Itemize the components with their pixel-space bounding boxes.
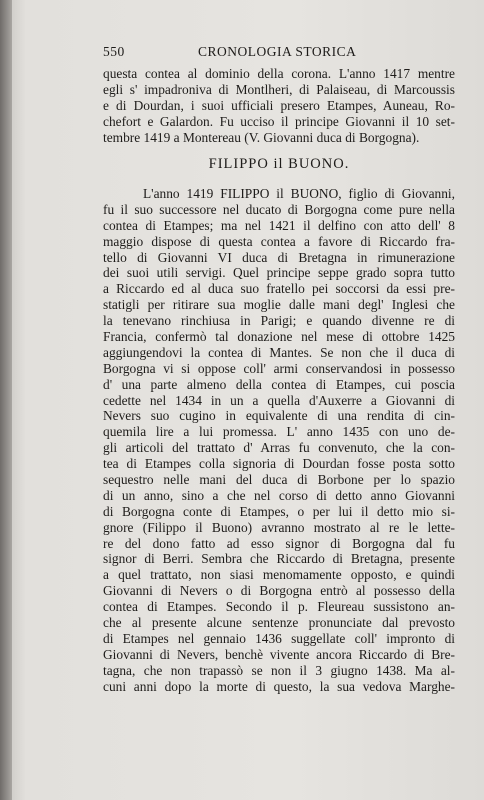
text-line: Borgogna vi si oppose coll' armi conservandosi in possesso: [103, 360, 455, 376]
text-line: statigli per ritirare sua moglie dalle mani degl' Inglesi che: [103, 297, 455, 313]
text-line: fu il suo successore nel ducato di Borgogna come pure nella: [103, 201, 455, 217]
page-number: 550: [103, 44, 125, 59]
text-line: Nevers suo cugino in equivalente di una rendita di cin-: [103, 408, 455, 424]
text-line: aggiungendovi la contea di Mantes. Se non che il duca di: [103, 344, 455, 360]
text-line: Francia, confermò tal donazione nel mese di ottobre 1425: [103, 329, 455, 345]
body-paragraph: [103, 186, 455, 695]
text-line: che al presente alcune sentenze pronunciate dal prevosto: [103, 615, 455, 631]
text-line: signor di Berri. Sembra che Riccardo di Bretagna, presente: [103, 551, 455, 567]
text-line: e di Dourdan, i suoi ufficiali presero Etampes, Auneau, Ro-: [103, 97, 455, 113]
text-line: gli articoli del trattato d' Arras fu convenuto, che la con-: [103, 440, 455, 456]
text-line: di un anno, sino a che nel corso di detto anno Giovanni: [103, 487, 455, 503]
text-line: tea di Etampes colla signoria di Dourdan fosse posta sotto: [103, 456, 455, 472]
text-line: cedette nel 1434 in un a quella d'Auxerre a Giovanni di: [103, 392, 455, 408]
text-line: d' una parte almeno della contea di Etampes, cui poscia: [103, 376, 455, 392]
text-line: sequestro nelle mani del duca di Borbone per lo spazio: [103, 472, 455, 488]
text-line: dei suoi utili servigi. Quel principe seppe grado sopra tutto: [103, 265, 455, 281]
text-line: quemila lire a lui promessa. L' anno 1435 con uno de-: [103, 424, 455, 440]
text-line: Giovanni di Nevers, benchè vivente ancora Riccardo di Bre-: [103, 646, 455, 662]
page-gutter-shadow: [0, 0, 12, 800]
text-line: tagna, che non trapassò se non il 3 giugno 1438. Ma al-: [103, 662, 455, 678]
text-line: tembre 1419 a Montereau (V. Giovanni duca di Borgogna).: [103, 129, 420, 145]
text-line: Giovanni di Nevers o di Borgogna entrò al possesso della: [103, 583, 455, 599]
running-title: CRONOLOGIA STORICA: [198, 44, 357, 59]
text-line: tello di Giovanni VI duca di Bretagna in rimunerazione: [103, 249, 455, 265]
text-line: questa contea al dominio della corona. L'anno 1417 mentre: [103, 66, 455, 81]
text-line: di Borgogna conte di Etampes, o per lui il detto mio si-: [103, 503, 455, 519]
text-line: a Riccardo ed al duca suo fratello pei soccorsi da essi pre-: [103, 281, 455, 297]
text-line: contea di Etampes. Secondo il p. Fleureau sussistono an-: [103, 599, 455, 615]
text-line: gnore (Filippo il Buono) avranno mostrato al re le lette-: [103, 519, 455, 535]
continued-paragraph: [103, 66, 455, 145]
text-line: a quel trattato, non siasi menomamente opposto, e quindi: [103, 567, 455, 583]
text-line: di Etampes nel gennaio 1436 suggellate coll' impronto di: [103, 630, 455, 646]
text-line: chefort e Galardon. Fu ucciso il principe Giovanni il 10 set-: [103, 113, 455, 129]
text-line: contea di Etampes; ma nel 1421 il delfino con atto dell' 8: [103, 217, 455, 233]
text-line: la tenevano rinchiusa in Parigi; e quando divenne re di: [103, 313, 455, 329]
text-line: cuni anni dopo la morte di questo, la sua vedova Marghe-: [103, 678, 455, 694]
text-line: egli s' impadroniva di Montlheri, di Palaiseau, di Marcoussis: [103, 81, 455, 97]
text-line: maggio dispose di questa contea a favore di Riccardo fra-: [103, 233, 455, 249]
section-heading: FILIPPO il BUONO.: [208, 156, 350, 172]
text-line: re del dono fatto ad esso signor di Borgogna dal fu: [103, 535, 455, 551]
text-line: L'anno 1419 FILIPPO il BUONO, figlio di Giovanni,: [143, 186, 455, 201]
